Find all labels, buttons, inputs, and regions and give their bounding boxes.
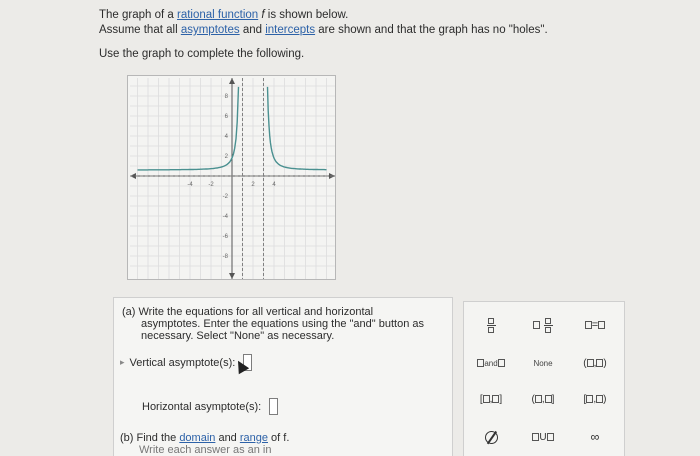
x-tick-label: -4	[187, 182, 193, 188]
part-b-subtext: Write each answer as an in	[139, 444, 272, 456]
intro-text: The graph of a	[99, 9, 177, 21]
arrow-icon: ▸	[120, 357, 125, 367]
mixed-number-icon	[533, 321, 540, 329]
function-name: f	[258, 9, 265, 21]
rational-function-link[interactable]: rational function	[177, 9, 259, 21]
intro-text: Assume that all	[99, 24, 181, 36]
question-line: asymptotes. Enter the equations using the "and" button as	[141, 318, 424, 330]
function-graph	[127, 75, 336, 280]
part-a-question	[122, 306, 442, 342]
infinity-button[interactable]	[572, 426, 618, 448]
part-a-panel	[113, 297, 453, 456]
mixed-number-button[interactable]	[520, 314, 566, 336]
box-icon	[585, 321, 592, 329]
and-label: and	[484, 358, 498, 368]
fraction-icon	[487, 318, 496, 333]
curve-left-branch	[138, 87, 239, 170]
y-tick-label: -6	[222, 234, 228, 240]
math-palette	[463, 301, 625, 456]
none-button[interactable]	[520, 352, 566, 374]
y-tick-label: 2	[224, 154, 228, 160]
y-axis-arrow-icon	[229, 78, 235, 84]
part-b-text: and	[215, 432, 240, 444]
intro-line-2	[99, 23, 548, 38]
open-interval-icon: ( , )	[583, 357, 607, 369]
intro-text: are shown and that the graph has no "holes".	[315, 24, 548, 36]
box-icon	[477, 359, 484, 367]
y-tick-label: 6	[224, 114, 228, 120]
equals-button[interactable]	[572, 314, 618, 336]
problem-intro	[99, 8, 548, 38]
vertical-asymptote-label: Vertical asymptote(s):	[129, 356, 236, 369]
part-b-question	[120, 432, 289, 456]
asymptotes-link[interactable]: asymptotes	[180, 24, 240, 36]
right-open-interval-button[interactable]	[572, 388, 618, 410]
question-line: necessary. Select "None" as necessary.	[141, 330, 335, 342]
none-label: None	[533, 358, 553, 368]
y-tick-label: -4	[222, 214, 228, 220]
right-open-interval-icon: [ , )	[583, 393, 607, 405]
part-b-text: (b) Find the	[120, 432, 180, 444]
curve-right-branch	[268, 87, 327, 170]
union-button[interactable]	[520, 426, 566, 448]
union-icon: U	[532, 432, 553, 443]
x-tick-label: -2	[208, 182, 214, 188]
y-tick-label: 4	[224, 134, 228, 140]
y-axis-arrow-icon	[229, 273, 235, 279]
x-tick-label: 2	[251, 182, 255, 188]
y-tick-label: 8	[224, 94, 228, 100]
y-tick-label: -8	[222, 254, 228, 260]
part-b-text: of f.	[268, 432, 290, 444]
horizontal-asymptote-input[interactable]	[269, 398, 278, 415]
and-button[interactable]	[468, 352, 514, 374]
closed-interval-button[interactable]	[468, 388, 514, 410]
horizontal-asymptote-row	[142, 398, 278, 415]
intro-text: and	[239, 24, 266, 36]
fraction-icon	[544, 318, 553, 333]
open-interval-button[interactable]	[572, 352, 618, 374]
question-line: (a) Write the equations for all vertical and horizontal	[122, 306, 374, 318]
infinity-icon: ∞	[590, 430, 600, 444]
domain-link[interactable]: domain	[179, 432, 216, 444]
x-tick-label: 4	[272, 182, 276, 188]
box-icon	[498, 359, 505, 367]
intro-text: is shown below.	[264, 9, 349, 21]
y-tick-label: -2	[222, 194, 228, 200]
closed-interval-icon: [ , ]	[479, 393, 503, 405]
horizontal-asymptote-label: Horizontal asymptote(s):	[142, 400, 262, 413]
intro-line-1	[99, 8, 548, 23]
range-link[interactable]: range	[239, 432, 268, 444]
fraction-button[interactable]	[468, 314, 514, 336]
part-b-line	[120, 432, 289, 444]
empty-set-icon	[485, 431, 498, 444]
box-icon	[598, 321, 605, 329]
intercepts-link[interactable]: intercepts	[265, 24, 316, 36]
left-open-interval-icon: ( , ]	[531, 393, 555, 405]
instruction-text: Use the graph to complete the following.	[99, 48, 305, 60]
equals-symbol: =	[591, 319, 599, 331]
empty-set-button[interactable]	[468, 426, 514, 448]
left-open-interval-button[interactable]	[520, 388, 566, 410]
graph-canvas	[128, 76, 337, 281]
